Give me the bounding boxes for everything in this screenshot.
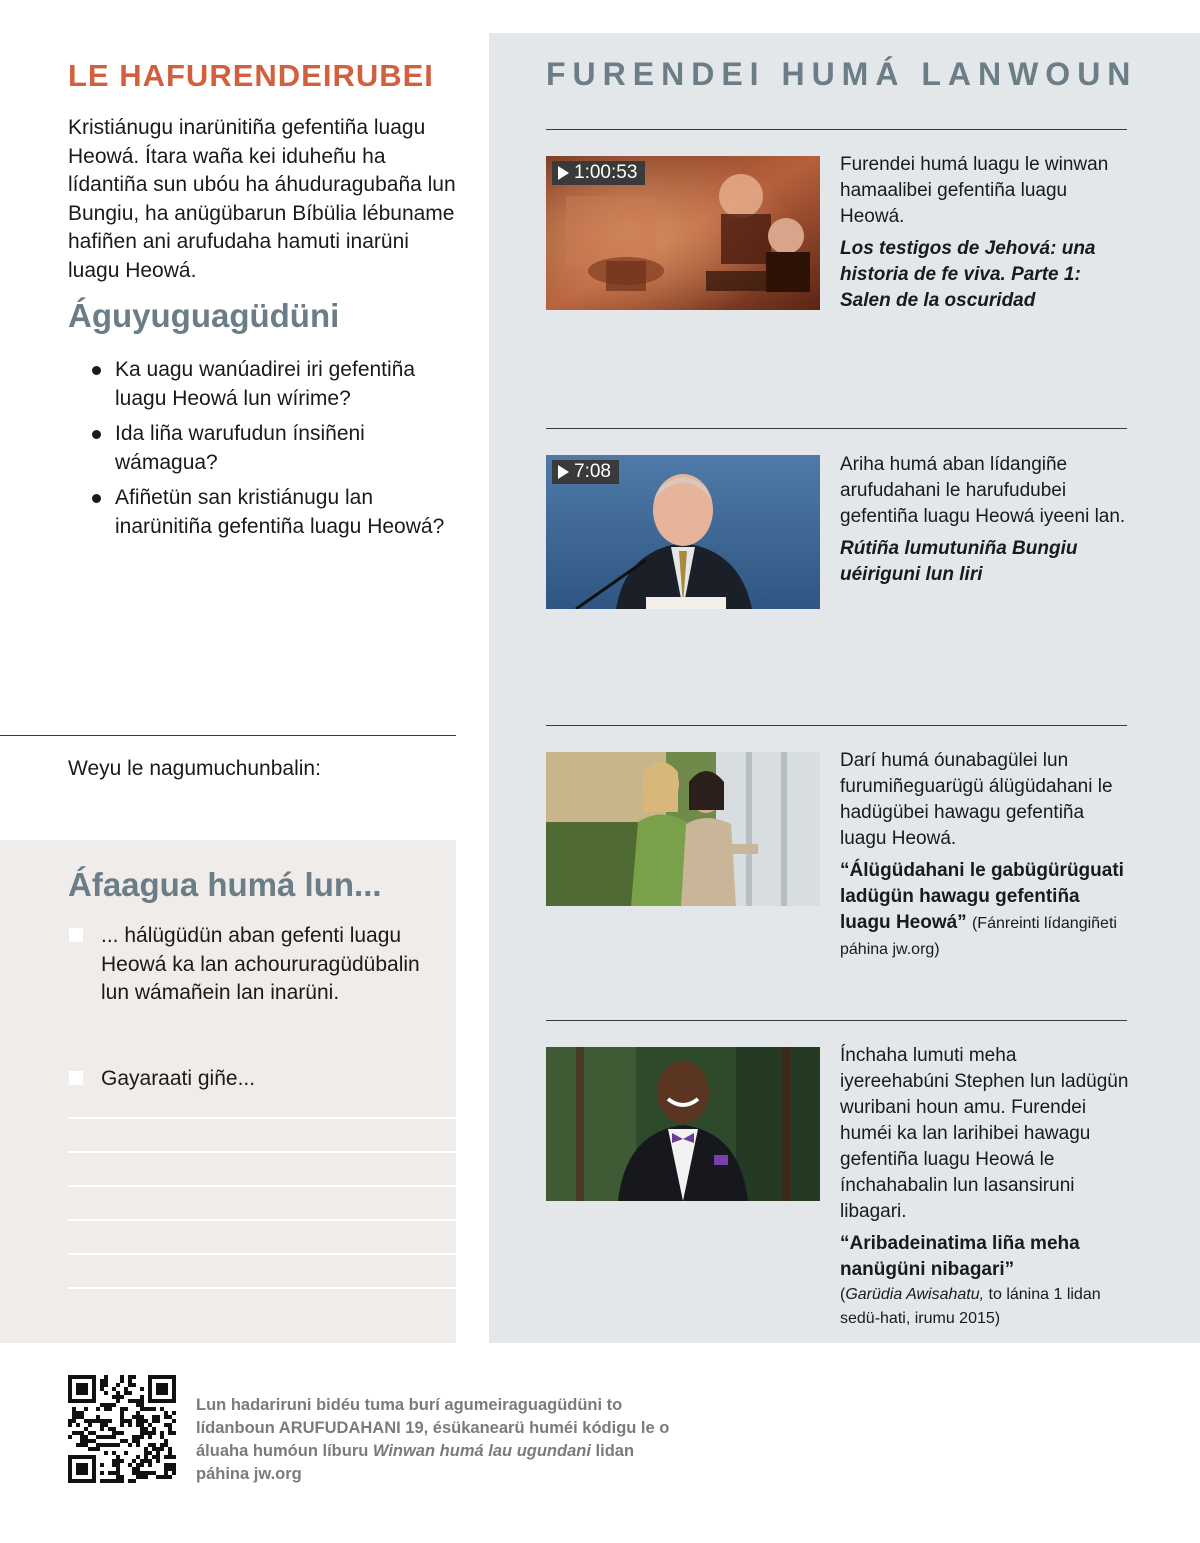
source-issue: to lánina 1 lidan sedü-hati, irumu 2015) <box>840 1286 1101 1327</box>
source-publication: Garüdia Awisahatu, <box>845 1286 985 1303</box>
article-description: Darí humá óunabagülei lun furumiñeguarügü álügüdahani le hadügübei hawagu gefentiña luagu Heowá. <box>840 750 1113 849</box>
plan-item-text: ... hálügüdün aban gefenti luagu Heowá ka lan achoururagüdübalin lun wámañein lan inarüni. <box>101 924 420 1004</box>
write-line[interactable] <box>68 1219 456 1221</box>
questions-list <box>92 356 462 548</box>
video-thumbnail[interactable] <box>546 455 820 609</box>
question-item: Ka uagu wanúadirei iri gefentiña luagu Heowá lun wírime? <box>92 356 462 413</box>
next-lesson-label: Weyu le nagumuchunbalin: <box>68 757 321 780</box>
video-thumbnail[interactable] <box>546 156 820 310</box>
divider <box>546 725 1127 726</box>
questions-heading: Águyuguagüdüni <box>68 297 340 334</box>
video-title-link[interactable]: Los testigos de Jehová: una historia de fe viva. Parte 1: Salen de la oscuridad <box>840 238 1096 311</box>
footer-note <box>196 1394 676 1486</box>
duration-text: 7:08 <box>574 461 611 482</box>
footer-book-title: Winwan humá lau ugundani <box>372 1442 591 1460</box>
write-line[interactable] <box>68 1185 456 1187</box>
source-paren: ( <box>840 1286 846 1303</box>
article-info <box>840 748 1130 962</box>
section-title: LE HAFURENDEIRUBEI <box>68 58 434 93</box>
intro-paragraph: Kristiánugu inarünitiña gefentiña luagu Heowá. Ítara waña kei iduheñu ha lídantiña sun ubóu ha áhuduragubaña lun Bungiu, ha anügübarun Bíbülia lébuname hafiñen ani arufudaha hamuti inarüni luagu Heowá. <box>68 116 456 282</box>
article-source: (Fánreinti lídangiñeti páhina jw.org) <box>840 915 1117 958</box>
article-source <box>840 1283 1130 1331</box>
footer-text: Lun hadariruni bidéu tuma burí agumeiraguagüdüni to lídanboun ARUFUDAHANI 19, ésükanearü huméi kódigu le o áluaha humóun líburu <box>196 1396 670 1460</box>
article-title-link[interactable] <box>840 858 1130 962</box>
video-description: Furendei humá luagu le winwan hamaalibei gefentiña luagu Heowá. <box>840 154 1109 227</box>
video-description: Ariha humá aban lídangiñe arufudahani le harufudubei gefentiña luagu Heowá iyeeni lan. <box>840 454 1126 527</box>
play-icon <box>558 166 569 180</box>
divider <box>546 1020 1127 1021</box>
write-line[interactable] <box>68 1253 456 1255</box>
play-icon <box>558 465 569 479</box>
article-info <box>840 1043 1130 1331</box>
plan-item-text: Gayaraati giñe... <box>101 1067 256 1090</box>
video-info <box>840 152 1130 314</box>
article-image[interactable] <box>546 752 820 906</box>
smiling-man-photo <box>546 1047 820 1201</box>
checkbox[interactable] <box>69 1071 83 1085</box>
duration-badge <box>552 460 619 484</box>
plan-heading: Áfaagua humá lun... <box>68 866 382 903</box>
article-description: Ínchaha lumuti meha iyereehabúni Stephen lun ladügün wuribani houn amu. Furendei huméi ka lan larihibei hawagu gefentiña luagu Heowá le ínchahabalin lun lasansiruni libagari. <box>840 1045 1129 1222</box>
video-title-link[interactable]: Rútiña lumutuniña Bungiu uéiriguni lun liri <box>840 538 1078 585</box>
related-title: FURENDEI HUMÁ LANWOUN <box>546 56 1138 92</box>
article-title[interactable]: “Álügüdahani le gabügürüguati ladügün hawagu gefentiña luagu Heowá” <box>840 860 1124 933</box>
write-line[interactable] <box>68 1117 456 1119</box>
article-title-link[interactable]: “Aribadeinatima liña meha nanügüni nibagari” <box>840 1233 1080 1280</box>
duration-badge <box>552 161 645 185</box>
video-info <box>840 452 1130 588</box>
footer-text-end: lidan páhina jw.org <box>196 1442 635 1483</box>
qr-code-graphic <box>68 1375 176 1483</box>
checkbox[interactable] <box>69 928 83 942</box>
question-item: Ida liña warufudun ínsiñeni wámagua? <box>92 420 462 477</box>
write-line[interactable] <box>68 1151 456 1153</box>
qr-code-icon[interactable] <box>68 1375 176 1483</box>
write-line[interactable] <box>68 1287 456 1289</box>
divider <box>546 428 1127 429</box>
divider <box>0 735 456 736</box>
article-image[interactable] <box>546 1047 820 1201</box>
two-women-at-door-photo <box>546 752 820 906</box>
divider <box>546 129 1127 130</box>
duration-text: 1:00:53 <box>574 162 638 183</box>
question-item: Afiñetün san kristiánugu lan inarünitiña gefentiña luagu Heowá? <box>92 484 462 541</box>
